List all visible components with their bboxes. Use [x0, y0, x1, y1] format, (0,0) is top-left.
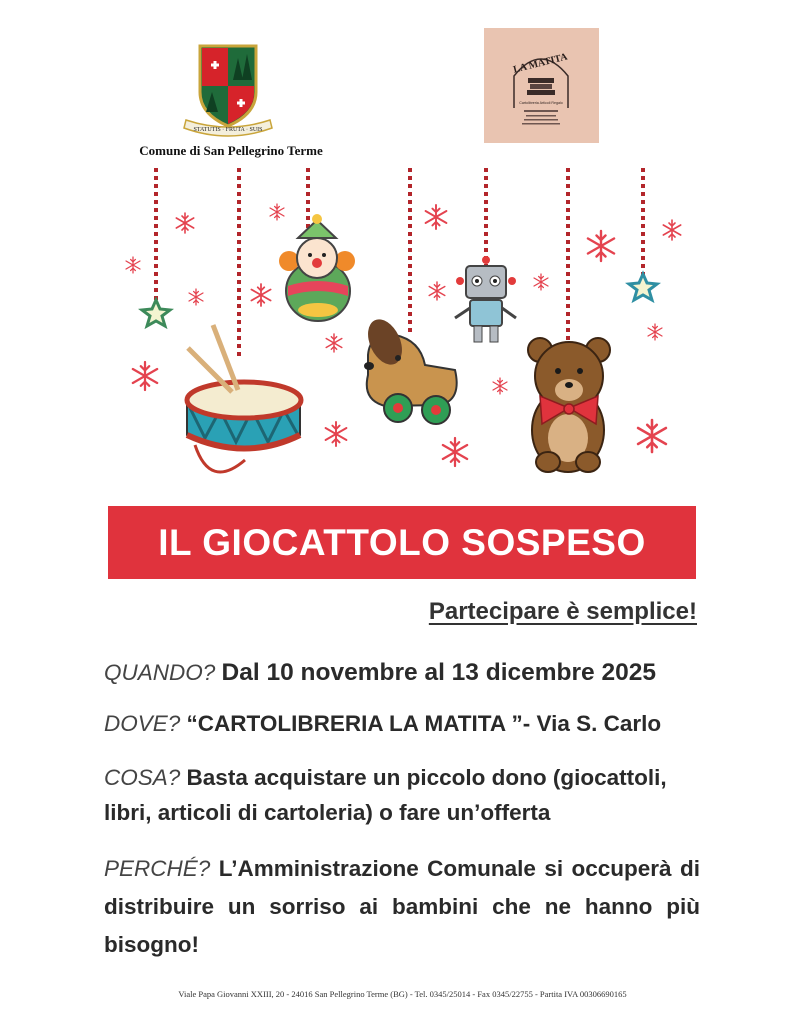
comune-name: Comune di San Pellegrino Terme — [139, 143, 323, 158]
snowflake-icon — [534, 274, 548, 290]
what-label: COSA? — [104, 765, 181, 790]
banner-title: IL GIOCATTOLO SOSPESO — [158, 521, 646, 563]
snowflake-icon — [648, 324, 662, 340]
hanging-string — [641, 168, 645, 278]
what-section — [104, 760, 700, 830]
why-label: PERCHÉ? — [104, 856, 211, 881]
hanging-string — [154, 168, 158, 304]
snowflake-icon — [638, 420, 666, 452]
clown-toy — [279, 214, 355, 321]
hanging-toys-illustration — [0, 160, 805, 505]
title-banner — [108, 506, 696, 579]
snowflake-icon — [189, 289, 203, 305]
star-ornament — [142, 300, 170, 326]
footer-address: Viale Papa Giovanni XXIII, 20 - 24016 San Pellegrino Terme (BG) - Tel. 0345/25014 - Fax 0345/22755 - Partita IVA 00306690165 — [178, 989, 627, 999]
snowflake-icon — [326, 334, 342, 352]
coat-of-arms-logo — [178, 40, 278, 140]
where-label: DOVE? — [104, 711, 181, 736]
subheading: Partecipare è semplice! — [428, 598, 697, 625]
hanging-string — [484, 168, 488, 266]
snowflake-icon — [326, 422, 347, 446]
when-label: QUANDO? — [104, 660, 216, 685]
snowflake-icon — [176, 213, 193, 233]
coat-motto: STATUTIS · FRUTA · SUIS — [193, 127, 263, 133]
where-value: “CARTOLIBRERIA LA MATITA ”- Via S. Carlo — [186, 711, 662, 736]
snowflake-icon — [133, 362, 157, 390]
when-value: Dal 10 novembre al 13 dicembre 2025 — [221, 659, 656, 686]
when-section — [104, 655, 700, 690]
snowflake-icon — [493, 378, 507, 394]
snowflake-icon — [426, 205, 447, 229]
snowflake-icon — [251, 284, 270, 306]
where-section — [104, 706, 700, 741]
snowflake-icon — [270, 204, 284, 220]
robot-toy — [455, 256, 516, 342]
snowflake-icon — [663, 220, 680, 240]
snowflake-icon — [429, 282, 445, 300]
what-value: Basta acquistare un piccolo dono (giocattoli, libri, articoli di cartoleria) o fare un’offerta — [104, 765, 667, 825]
shop-logo-subtitle: Cartolibreria Articoli Regalo — [519, 101, 563, 105]
hanging-string — [237, 168, 241, 358]
hanging-string — [566, 168, 570, 344]
snowflake-icon — [588, 231, 614, 261]
star-ornament — [629, 274, 657, 300]
drum-toy — [187, 325, 301, 472]
snowflake-icon — [126, 257, 140, 273]
hanging-string — [306, 168, 310, 234]
teddy-bear-toy — [528, 338, 610, 472]
why-section — [104, 850, 700, 964]
hanging-string — [408, 168, 412, 332]
why-value: L’Amministrazione Comunale si occuperà di distribuire un sorriso ai bambini che ne hanno più bisogno! — [104, 856, 700, 957]
snowflake-icon — [443, 438, 467, 466]
shop-logo-title: LA MATITA — [512, 51, 569, 76]
la-matita-logo — [484, 28, 599, 143]
